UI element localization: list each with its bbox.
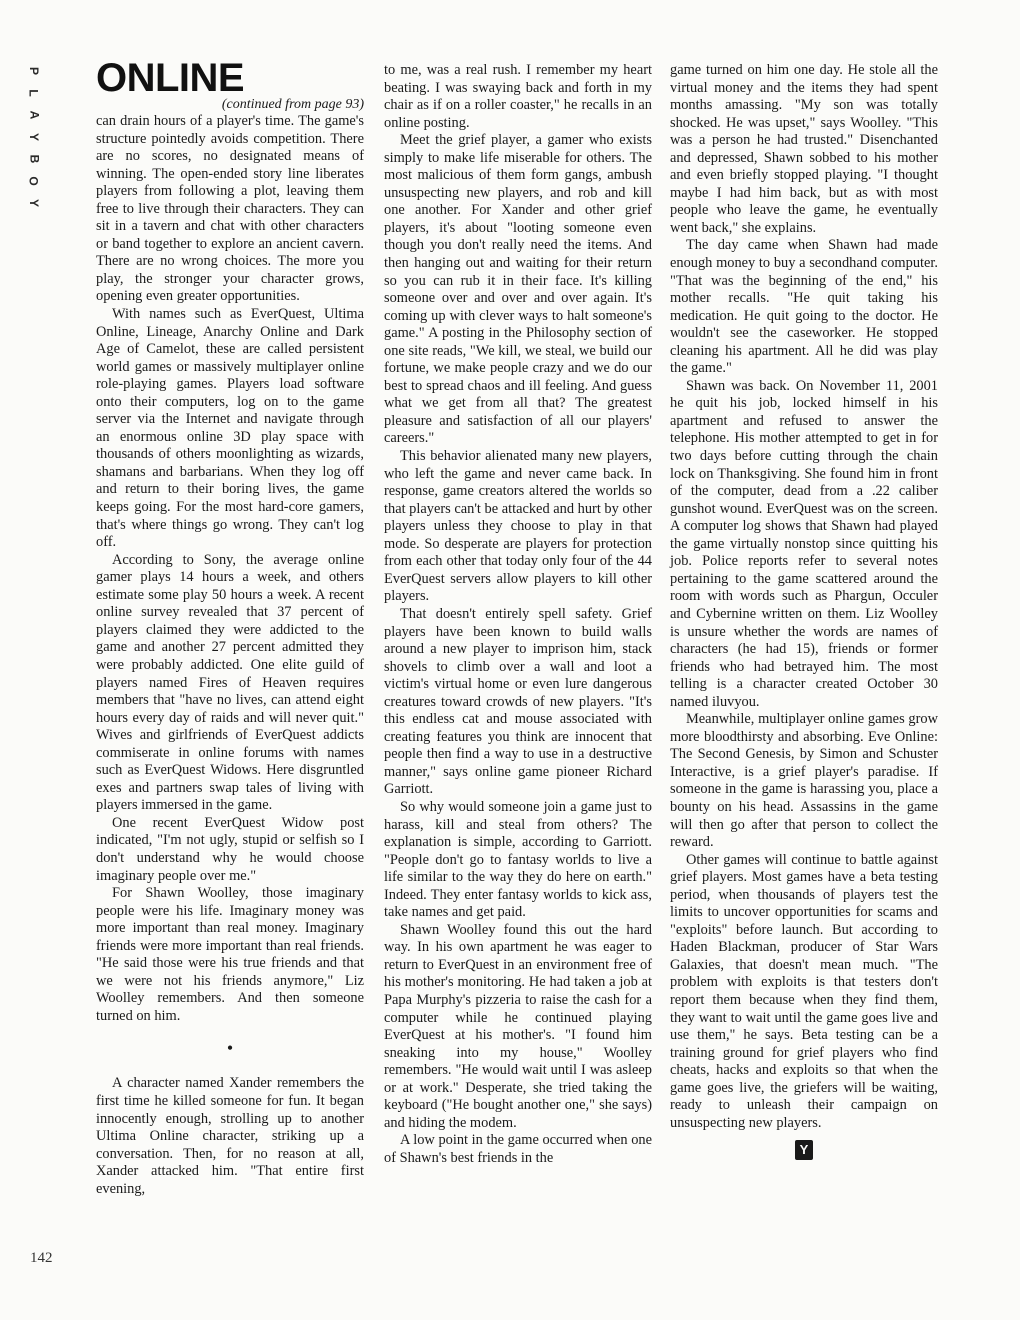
page-number: 142 bbox=[30, 1250, 53, 1266]
brand-letter: A bbox=[26, 110, 41, 120]
paragraph: Shawn Woolley found this out the hard way. In his own apartment he was eager to return to EverQuest in an environment free of his mother's monitoring. He had taken a job at Papa Murphy's pizzeria to raise the cash for a computer while he continued playing EverQuest at his mother's. "I found him sneaking into my house," Woolley remembers. "He would wait until I was asleep or at work." Desperate, she tried taking the keyboard ("He bought another one," she says) and hiding the modem. bbox=[384, 921, 652, 1131]
paragraph: Other games will continue to battle against grief players. Most games have a beta testing period, when thousands of players test the limits to uncover opportunities for scams and "exploits" before launch. But according to Haden Blackman, producer of Star Wars Galaxies, that doesn't mean much. "The problem with exploits is that testers don't report them because when they find them, they want to wait until the game goes live and use them," he says. Beta testing can be a training ground for grief players who find cheats, hacks and exploits so that when the game goes live, the griefers will be waiting, ready to unleash their campaign on unsuspecting new players. bbox=[670, 851, 938, 1131]
paragraph: Shawn was back. On November 11, 2001 he quit his job, locked himself in his apartment and refused to answer the telephone. His mother attempted to get in for two days before cutting through the chain lock on Thanksgiving. She found him in front of the computer, dead from a .22 caliber gunshot wound. EverQuest was on the screen. A computer log shows that Shawn had played the game virtually nonstop since quitting his job. Police reports refer to several notes pertaining to the game scattered around the room with words such as Phargun, Occuler and Cybernine written on them. Liz Woolley is unsure whether the words are names of characters (he had 15), friends or former friends who had betrayed him. The most telling is a character created October 30 named iluvyou. bbox=[670, 377, 938, 710]
article-column-3 bbox=[670, 62, 938, 1160]
paragraph: For Shawn Woolley, those imaginary people were his life. Imaginary money was more important than real money. Imaginary friends were more important than real friends. "He said those were his true friends and that we were not his friends anymore," Liz Woolley remembers. And then someone turned on him. bbox=[96, 885, 364, 1024]
section-separator: • bbox=[226, 1038, 234, 1059]
paragraph: That doesn't entirely spell safety. Grief players have been known to build walls around a new player to imprison him, stack shovels to climb over a wall and loot a victim's virtual home or even lure dangerous creatures toward crowds of new players. "It's this endless cat and mouse associated with creating features you think are innocent that people then find a way to use in a destructive manner," says online game pioneer Richard Garriott. bbox=[384, 605, 652, 798]
brand-letter: B bbox=[26, 154, 41, 164]
brand-letter: Y bbox=[26, 132, 41, 142]
paragraph: to me, was a real rush. I remember my heart beating. I was swaying back and forth in my chair as if on a roller coaster," he recalls in an online posting. bbox=[384, 62, 652, 131]
paragraph: One recent EverQuest Widow post indicated, "I'm not ugly, stupid or selfish so I don't understand why he would choose imaginary people over me." bbox=[96, 814, 364, 884]
article-column-1 bbox=[96, 58, 364, 1198]
end-mark-wrap bbox=[670, 1140, 938, 1160]
article-heading: ONLINE bbox=[96, 56, 245, 100]
article-column-2 bbox=[384, 62, 652, 1167]
magazine-brand-vertical bbox=[24, 60, 44, 214]
brand-letter: P bbox=[26, 66, 41, 76]
paragraph: With names such as EverQuest, Ultima Online, Lineage, Anarchy Online and Dark Age of Camelot, these are called persistent world games or massively multiplayer online role-playing games. Players load software onto their computers, log on to the game server via the Internet and navigate through an enormous online 3D play space with thousands of others moonlighting as wizards, shamans and barbarians. When they log off and return to their boring lives, the game keeps going. For the most hard-core gamers, that's where things go wrong. They can't log off. bbox=[96, 306, 364, 551]
paragraph: So why would someone join a game just to harass, kill and steal from others? The explanation is simple, according to Garriott. "People don't go to fantasy worlds to live a life similar to the way they do here on earth." Indeed. They enter fantasy worlds to kick ass, take names and get paid. bbox=[384, 798, 652, 921]
brand-letter: Y bbox=[26, 198, 41, 208]
paragraph: The day came when Shawn had made enough money to buy a secondhand computer. "That was the beginning of the end," his mother recalls. "He quit taking his medication. He quit going to the doctor. He wouldn't see the caseworker. He stopped cleaning his apartment. All he did was play the game." bbox=[670, 237, 938, 377]
paragraph: can drain hours of a player's time. The game's structure pointedly avoids competition. There are no scores, no designated means of winning. The open-ended story line liberates players from following a plot, leaving them free to live through their characters. They can sit in a tavern and chat with other characters or band together to explore an ancient cavern. There are no wrong choices. The more you play, the stronger your character grows, opening even greater opportunities. bbox=[96, 113, 364, 305]
paragraph: A low point in the game occurred when one of Shawn's best friends in the bbox=[384, 1132, 652, 1166]
paragraph: Meanwhile, multiplayer online games grow more bloodthirsty and absorbing. Eve Online: The Second Genesis, by Simon and Schuster Interactive, is a grief player's paradise. If someone in the game is harassing you, place a bounty on his head. Assassins in the game will then go after that person to collect the reward. bbox=[670, 711, 938, 851]
brand-letter: O bbox=[27, 176, 41, 186]
bunny-end-mark-icon: Y bbox=[795, 1140, 813, 1160]
paragraph: A character named Xander remembers the first time he killed someone for fun. It began innocently enough, strolling up to another Ultima Online character, striking up a conversation. Then, for no reason at all, Xander attacked him. "That entire first evening, bbox=[96, 1075, 364, 1197]
paragraph: This behavior alienated many new players, who left the game and never came back. In response, game creators altered the worlds so that players can't be attacked and hurt by other players unless they choose to play in that mode. So desperate are players for protection from each other that today only four of the 44 EverQuest servers allow players to kill other players. bbox=[384, 448, 652, 605]
brand-letter: L bbox=[27, 89, 41, 97]
paragraph: According to Sony, the average online gamer plays 14 hours a week, and others estimate some play 50 hours a week. A recent online survey revealed that 37 percent of players claimed they were addicted to the game and another 27 percent admitted they were probably addicted. One elite guild of players named Fires of Heaven requires members that "have no lives, can attend eight hours every day of raids and will never quit." Wives and girlfriends of EverQuest addicts commiserate in online forums with names such as EverQuest Widows. Here disgruntled exes and partners swap tales of living with players immersed in the game. bbox=[96, 551, 364, 814]
paragraph: game turned on him one day. He stole all the virtual money and the items they had spent months amassing. "My son was totally shocked. He was upset," says Woolley. "This was a person he had trusted." Disenchanted and depressed, Shawn sobbed to his mother and even briefly stopped playing. "I thought maybe I had him back, but as with most people who leave the game, he eventually went back," she explains. bbox=[670, 62, 938, 236]
continued-note: (continued from page 93) bbox=[221, 97, 364, 112]
paragraph: Meet the grief player, a gamer who exists simply to make life miserable for others. The most malicious of them form gangs, ambush unsuspecting new players, and rob and kill one another. For Xander and other grief players, it's about "looting someone even though you don't really need the items. And then hanging out and waiting for their return so you can rub it in their face. It's killing someone over and over and over again. It's coming up with clever ways to halt someone's game." A posting in the Philosophy section of one site reads, "We kill, we steal, we build our fortune, we make people crazy and we do our best to spread chaos and ill feeling. And guess what we get from all that? The greatest pleasure and satisfaction of all our players' careers." bbox=[384, 132, 652, 447]
